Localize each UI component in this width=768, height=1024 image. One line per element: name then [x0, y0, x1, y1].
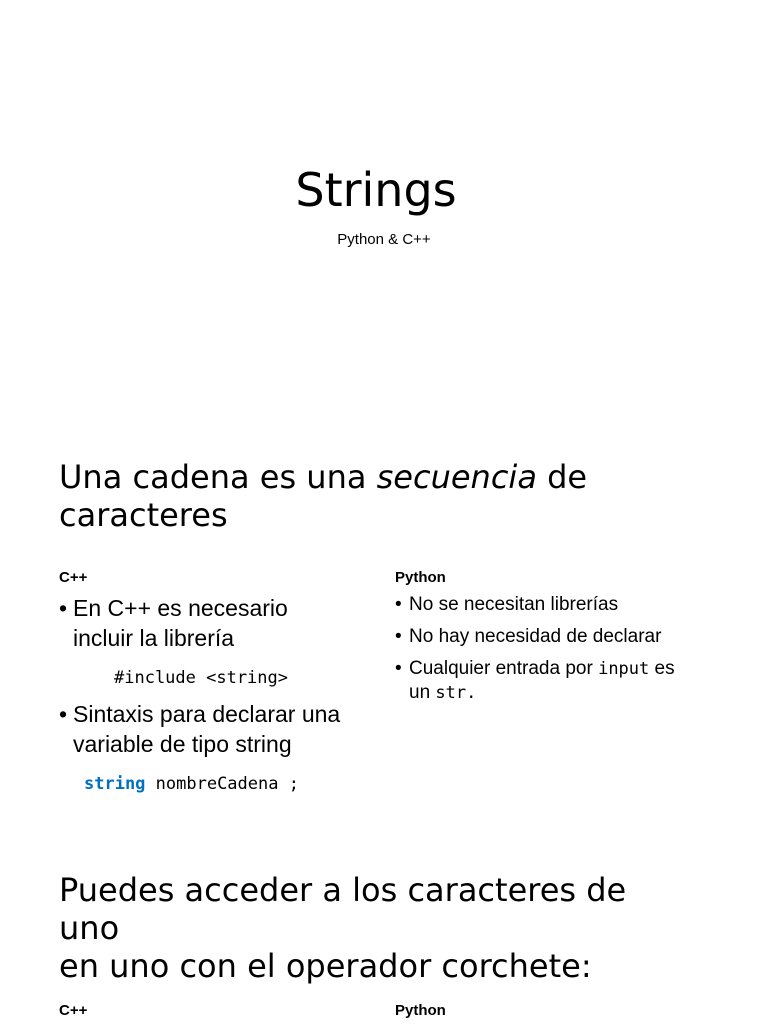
bullet-glyph: • [395, 594, 402, 615]
bullet-text: No se necesitan librerías [409, 594, 619, 615]
bullet-text: variable de tipo string [73, 731, 292, 757]
bullet-text: un [409, 682, 436, 703]
bullet-text: Sintaxis para declarar una [73, 701, 341, 727]
inline-code: input [598, 659, 650, 679]
cpp-code-declaration [84, 773, 299, 795]
cpp-column-label: C++ [59, 569, 88, 586]
cpp-bullet-2 [59, 699, 389, 759]
cpp-column-label-2: C++ [59, 1002, 88, 1019]
python-column-label: Python [395, 569, 446, 586]
heading-text: de [536, 458, 588, 496]
heading-line-3: en uno con el operador corchete: [59, 947, 592, 985]
bullet-glyph: • [395, 658, 402, 679]
bullet-text: . [466, 683, 477, 703]
bullet-glyph: • [59, 595, 68, 621]
bullet-glyph: • [395, 626, 402, 647]
inline-code: str [435, 683, 467, 703]
heading-emphasis: secuencia [376, 458, 537, 496]
bullet-text: Cualquier entrada por [409, 658, 599, 679]
cpp-bullet-1 [59, 593, 379, 653]
python-bullet-1 [395, 593, 725, 617]
heading-line-2: caracteres [59, 496, 228, 534]
slide-heading-2 [59, 871, 739, 985]
slide-subtitle: Python & C++ [337, 231, 431, 248]
heading-text: Una cadena es una [59, 458, 377, 496]
bullet-text: incluir la librería [73, 625, 235, 651]
heading-line-2: uno [59, 909, 120, 947]
code-keyword: string [84, 774, 146, 794]
bullet-text: No hay necesidad de declarar [409, 626, 662, 647]
bullet-glyph: • [59, 701, 68, 727]
bullet-text: es [649, 658, 675, 679]
python-column-label-2: Python [395, 1002, 446, 1019]
heading-line-1 [59, 458, 739, 496]
slide-title: Strings [295, 163, 457, 217]
slide-heading [59, 458, 739, 534]
cpp-code-include: #include <string> [114, 668, 288, 688]
code-text: nombreCadena ; [145, 774, 299, 794]
bullet-text: En C++ es necesario [73, 595, 288, 621]
heading-line-1: Puedes acceder a los caracteres de [59, 871, 627, 909]
python-bullet-3 [395, 657, 735, 705]
python-bullet-2 [395, 625, 725, 649]
